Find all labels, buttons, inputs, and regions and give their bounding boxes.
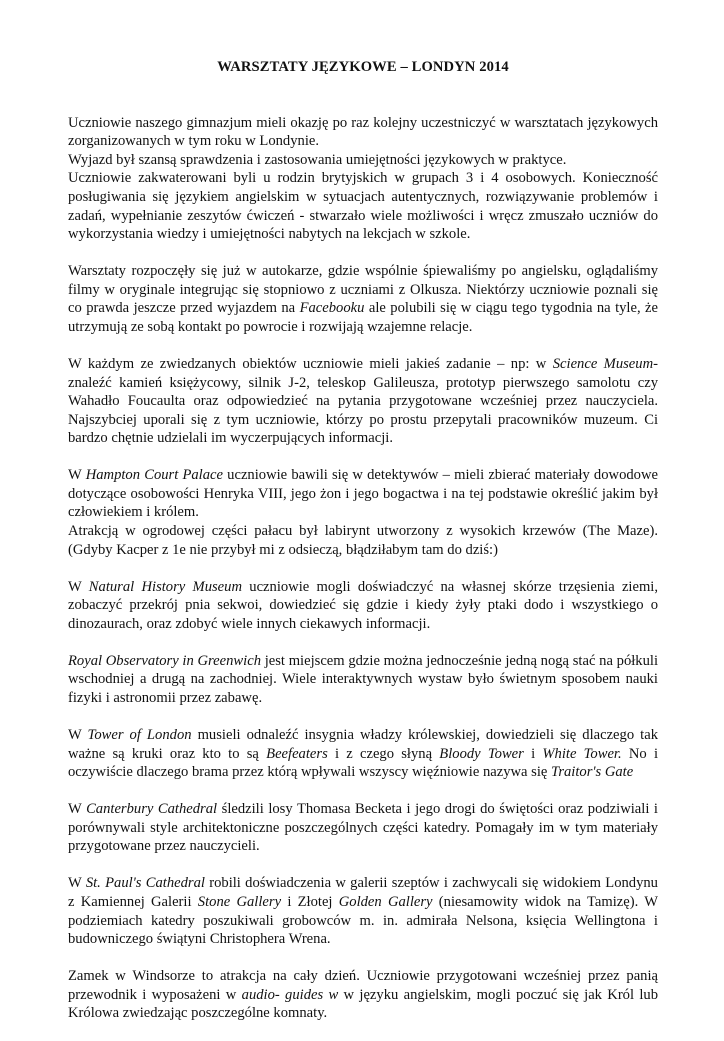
- paragraph-windsor: [68, 967, 658, 1023]
- intro-sentence-3: Uczniowie zakwaterowani byli u rodzin brytyjskich w grupach 3 i 4 osobowych. Konieczność posługiwania się językiem angielskim w sytuacjach autentycznych, rozwiązywanie problemów i zadań, wypełnianie zeszytów ćwiczeń - stwarzało wiele możliwości i wręcz zmuszało uczniów do wykorzystania wiedzy i umiejętności nabytych na lekcjach w szkole.: [68, 170, 658, 243]
- text-segment: uczniowie bawili się w detektywów – mieli zbierać materiały dowodowe dotyczące osobowości Henryka VIII, jego żon i jego bogactwa i na tej podstawie określić jakim był człowiekiem i królem.: [68, 467, 658, 521]
- paragraph-science-museum: [68, 355, 658, 448]
- italic-science-museum: Science Museum: [552, 355, 654, 372]
- paragraph-hampton-court: [68, 466, 658, 559]
- text-segment: W: [68, 801, 87, 818]
- italic-bloody-tower: Bloody Tower: [439, 745, 524, 762]
- text-segment: Warsztaty rozpoczęły się już w autokarze, gdzie wspólnie śpiewaliśmy po angielsku, oglądaliśmy filmy w oryginale integrując się stopniowo z uczniami z Olkusza. Niektórzy uczniowie poznali się co prawda jeszcze przed wyjazdem na: [68, 263, 658, 317]
- paragraph-intro: [68, 114, 658, 244]
- paragraph-st-pauls: [68, 874, 658, 948]
- hampton-sentence-2: Atrakcją w ogrodowej części pałacu był labirynt utworzony z wysokich krzewów (The Maze). (Gdyby Kacper z 1e nie przybył mi z odsieczą, błądziłabym tam do dziś:): [68, 523, 658, 558]
- paragraph-bus: [68, 262, 658, 336]
- italic-traitors-gate: Traitor's Gate: [551, 764, 634, 781]
- text-segment: i: [523, 745, 543, 762]
- intro-sentence-2: Wyjazd był szansą sprawdzenia i zastosowania umiejętności językowych w praktyce.: [68, 151, 567, 168]
- text-segment: musieli odnaleźć insygnia władzy królewskiej, dowiedzieli się dlaczego tak ważne są kruki oraz kto to są: [68, 726, 658, 762]
- italic-golden-gallery: Golden Gallery: [338, 893, 433, 910]
- italic-white-tower: White Tower.: [542, 745, 622, 762]
- text-segment: No i oczywiście dlaczego brama przez którą wpływali wszyscy więźniowie nazywa się: [68, 745, 659, 781]
- text-segment: uczniowie mogli doświadczyć na własnej skórze trzęsienia ziemi, zobaczyć przekrój pnia sekwoi, dowiedzieć się gdzie i kiedy żyły ptaki dodo i wszystkiego o dinozaurach, oraz zdobyć wiele innych ciekawych informacji.: [68, 578, 659, 632]
- italic-facebook: Facebooku: [299, 300, 365, 317]
- text-segment: jest miejscem gdzie można jednocześnie jedną nogą stać na półkuli wschodniej a drugą na zachodniej. Wiele interaktywnych wystaw było świetnym sposobem nauki fizyki i astronomii przez zabawę.: [68, 652, 658, 706]
- text-segment: W: [68, 726, 88, 743]
- text-segment: śledzili losy Thomasa Becketa i jego drogi do świętości oraz podziwiali i porównywali style architektoniczne poszczególnych części katedry. Pomagały im w tym materiały przygotowane przez nauczycieli.: [68, 801, 658, 855]
- text-segment: W: [68, 875, 86, 892]
- hampton-sentence-1: [68, 466, 658, 522]
- italic-beefeaters: Beefeaters: [266, 745, 328, 762]
- text-segment: robili doświadczenia w galerii szeptów i zachwycali się widokiem Londynu z Kamiennej Galerii: [68, 875, 658, 910]
- document-title: WARSZTATY JĘZYKOWE – LONDYN 2014: [217, 59, 509, 75]
- text-segment: W: [68, 578, 89, 595]
- text-segment: Zamek w Windsorze to atrakcja na cały dzień. Uczniowie przygotowani wcześniej przez panią przewodnik i wyposażeni w: [68, 968, 658, 1003]
- italic-canterbury: Canterbury Cathedral: [86, 801, 218, 818]
- paragraph-greenwich: [68, 652, 658, 708]
- italic-hampton-court: Hampton Court Palace: [85, 467, 223, 484]
- italic-stone-gallery: Stone Gallery: [197, 893, 282, 910]
- italic-st-pauls: St. Paul's Cathedral: [85, 875, 205, 892]
- paragraph-natural-history: [68, 578, 658, 634]
- intro-sentence-1: Uczniowie naszego gimnazjum mieli okazję po raz kolejny uczestniczyć w warsztatach językowych zorganizowanych w tym roku w Londynie.: [68, 114, 658, 150]
- italic-audio-guides: audio- guides w: [241, 986, 339, 1003]
- text-segment: i Złotej: [281, 893, 339, 910]
- text-segment: W każdym ze zwiedzanych obiektów uczniowie mieli jakieś zadanie – np: w: [68, 355, 553, 372]
- italic-tower-of-london: Tower of London: [87, 726, 192, 743]
- text-segment: w języku angielskim, mogli poczuć się jak Król lub Królowa zwiedzając poszczególne komnaty.: [68, 986, 658, 1022]
- paragraph-tower: [68, 726, 658, 782]
- text-segment: (niesamowity widok na Tamizę). W podziemiach katedry poszukiwali grobowców m. in. admirała Nelsona, księcia Wellingtona i budowniczego świątyni Christophera Wrena.: [68, 893, 658, 948]
- italic-greenwich: Royal Observatory in Greenwich: [68, 652, 261, 669]
- text-segment: - znaleźć kamień księżycowy, silnik J-2, teleskop Galileusza, prototyp pierwszego samolotu czy Wahadło Foucaulta oraz odpowiedzieć na pytania przygotowane wcześniej przez nauczyciela. Najszybciej uporali się z tym uczniowie, którzy po prostu przepytali pracowników muzeum. Ci bardzo chętnie udzielali im wyczerpujących informacji.: [68, 355, 658, 447]
- italic-natural-history: Natural History Museum: [88, 578, 242, 595]
- text-segment: ale polubili się w ciągu tego tygodnia na tyle, że utrzymują ze sobą kontakt po powrocie i rozwijają wzajemne relacje.: [68, 300, 658, 335]
- text-segment: W: [68, 467, 86, 484]
- document-page: [68, 58, 658, 1041]
- text-segment: i z czego słyną: [327, 745, 440, 762]
- paragraph-canterbury: [68, 800, 658, 856]
